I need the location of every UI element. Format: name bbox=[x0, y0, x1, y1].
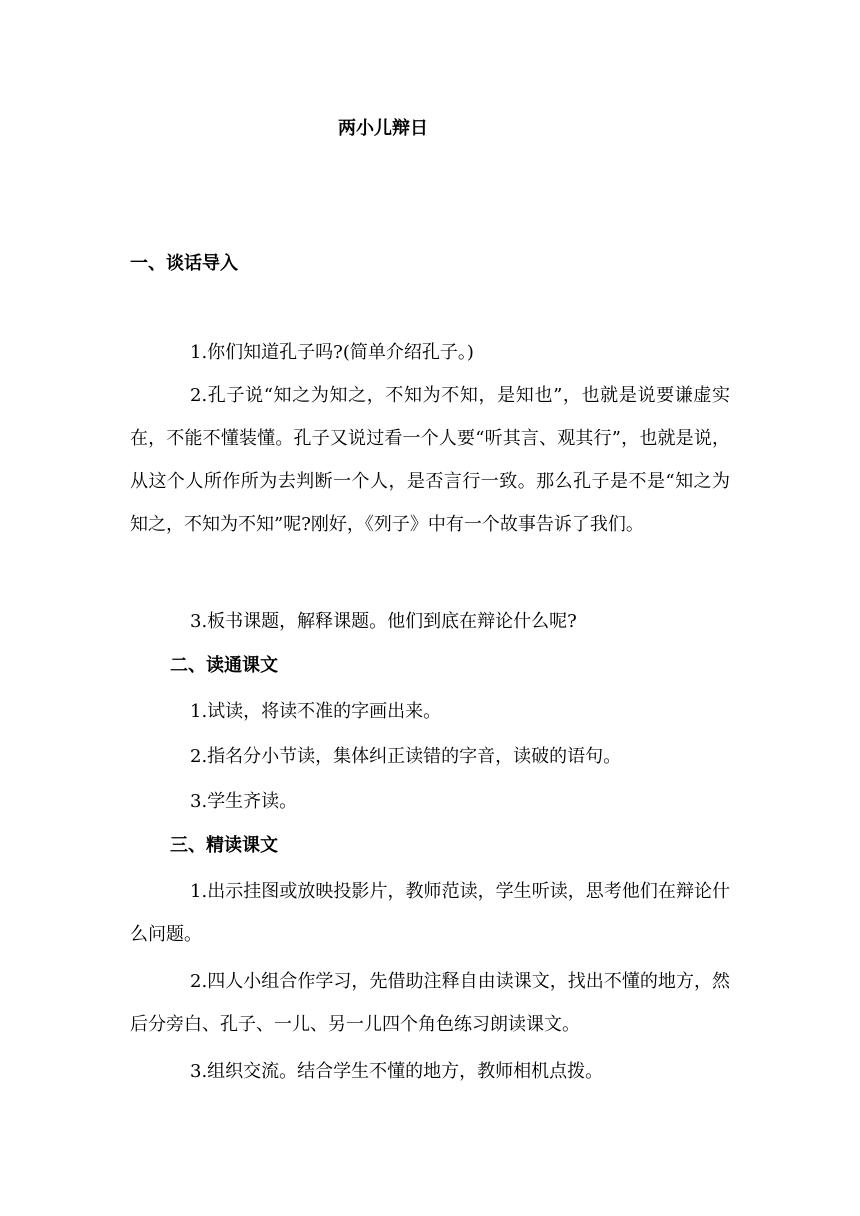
paragraph-1-3: 3.板书课题，解释课题。他们到底在辩论什么呢? bbox=[190, 611, 577, 632]
paragraph-3-1: 1.出示挂图或放映投影片，教师范读，学生听读，思考他们在辩论什么问题。 bbox=[130, 881, 730, 945]
paragraph-3-2: 2.四人小组合作学习，先借助注释自由读课文，找出不懂的地方，然后分旁白、孔子、一儿、另一儿四个角色练习朗读课文。 bbox=[130, 971, 730, 1035]
section-heading-read-through: 二、读通课文 bbox=[170, 655, 278, 676]
paragraph-1-1: 1.你们知道孔子吗?(简单介绍孔子。) bbox=[190, 342, 474, 363]
document-title: 两小儿辩日 bbox=[338, 118, 428, 139]
paragraph-3-3: 3.组织交流。结合学生不懂的地方，教师相机点拨。 bbox=[190, 1061, 604, 1082]
paragraph-2-3: 3.学生齐读。 bbox=[190, 791, 298, 812]
section-heading-close-reading: 三、精读课文 bbox=[170, 835, 278, 856]
paragraph-1-2: 2.孔子说“知之为知之，不知为不知，是知也”，也就是说要谦虚实在，不能不懂装懂。孔子又说过看一个人要“听其言、观其行”，也就是说，从这个人所作所为去判断一个人，是否言行一致。那么孔子是不是“知之为知之，不知为不知”呢?刚好，《列子》中有一个故事告诉了我们。 bbox=[130, 385, 730, 535]
paragraph-2-2: 2.指名分小节读，集体纠正读错的字音，读破的语句。 bbox=[190, 746, 622, 767]
paragraph-2-1: 1.试读，将读不准的字画出来。 bbox=[190, 701, 442, 722]
section-heading-intro: 一、谈话导入 bbox=[130, 253, 238, 274]
